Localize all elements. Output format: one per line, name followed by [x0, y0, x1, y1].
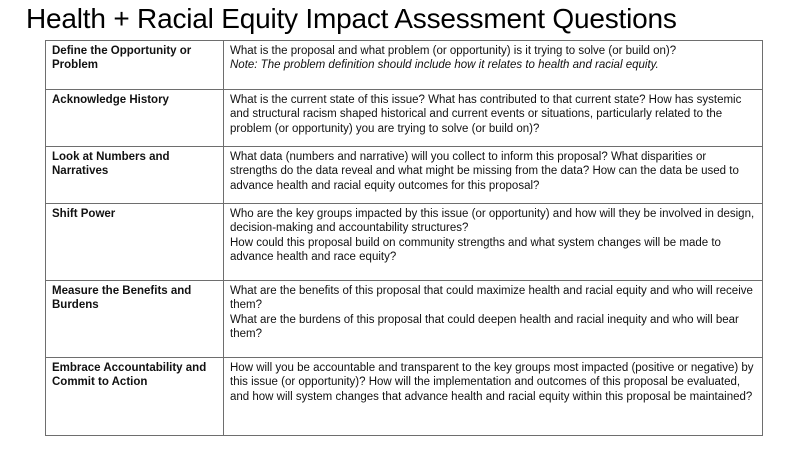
- question-text: What are the burdens of this proposal that could deepen health and racial inequity and who will bear them?: [230, 313, 739, 340]
- assessment-table: [45, 40, 763, 436]
- table-row: [46, 358, 763, 436]
- question-text: What data (numbers and narrative) will you collect to inform this proposal? What disparities or strengths do the data reveal and what might be missing from the data? How can the data be used to advance health and racial equity outcomes for this proposal?: [230, 151, 739, 192]
- question-text: Who are the key groups impacted by this issue (or opportunity) and how will they be involved in design, decision-making and accountability structures?: [230, 208, 755, 235]
- note-text: Note: The problem definition should include how it relates to health and racial equity.: [230, 59, 659, 72]
- question-text: How could this proposal build on community strengths and what system changes will be made to advance health and race equity?: [230, 236, 721, 263]
- question-text: How will you be accountable and transparent to the key groups most impacted (positive or negative) by this issue (or opportunity)? How will the implementation and outcomes of this proposal be evaluated, and how will system changes that advance health and racial equity within this proposal be maintained?: [230, 362, 754, 403]
- table-row: [46, 204, 763, 281]
- table-row: [46, 147, 763, 204]
- question-text: What are the benefits of this proposal that could maximize health and racial equity and who will receive them?: [230, 285, 753, 312]
- row-questions: [224, 204, 763, 281]
- row-category-label: Look at Numbers and Narratives: [46, 147, 224, 204]
- row-category-label: Define the Opportunity or Problem: [46, 41, 224, 90]
- row-questions: [224, 41, 763, 90]
- row-category-label: Measure the Benefits and Burdens: [46, 281, 224, 358]
- question-text: What is the current state of this issue? What has contributed to that current state? How has systemic and structural racism shaped historical and current events or situations, particularly related to the problem (or opportunity) you are trying to solve (or build on)?: [230, 94, 742, 135]
- row-category-label: Acknowledge History: [46, 90, 224, 147]
- question-text: What is the proposal and what problem (or opportunity) is it trying to solve (or build on)?: [230, 45, 677, 57]
- row-questions: [224, 90, 763, 147]
- row-category-label: Shift Power: [46, 204, 224, 281]
- row-questions: [224, 281, 763, 358]
- table-row: [46, 90, 763, 147]
- row-category-label: Embrace Accountability and Commit to Action: [46, 358, 224, 436]
- row-questions: [224, 358, 763, 436]
- page-title: Health + Racial Equity Impact Assessment Questions: [26, 3, 677, 34]
- assessment-table-body: [46, 41, 763, 436]
- row-questions: [224, 147, 763, 204]
- table-row: [46, 41, 763, 90]
- table-row: [46, 281, 763, 358]
